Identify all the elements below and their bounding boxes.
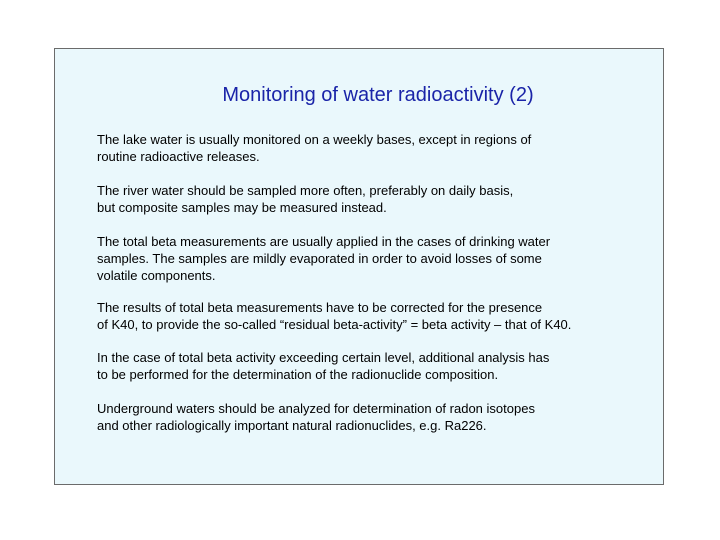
paragraph-total-beta: The total beta measurements are usually applied in the cases of drinking water samples. The samples are mildly evaporated in order to avoid losses of some volatile components. — [97, 234, 551, 283]
paragraph-k40-correction: The results of total beta measurements have to be corrected for the presence of K40, to provide the so-called “residual beta-activity” = beta activity – that of K40. — [97, 300, 572, 332]
paragraph-underground-waters: Underground waters should be analyzed for determination of radon isotopes and other radiologically important natural radionuclides, e.g. Ra226. — [97, 401, 535, 433]
paragraph-additional-analysis: In the case of total beta activity exceeding certain level, additional analysis has to be performed for the determination of the radionuclide composition. — [97, 350, 550, 382]
slide-title: Monitoring of water radioactivity (2) — [222, 84, 534, 106]
paragraph-river-water: The river water should be sampled more often, preferably on daily basis, but composite samples may be measured instead. — [97, 183, 514, 215]
paragraph-lake-water: The lake water is usually monitored on a weekly bases, except in regions of routine radioactive releases. — [97, 132, 532, 164]
